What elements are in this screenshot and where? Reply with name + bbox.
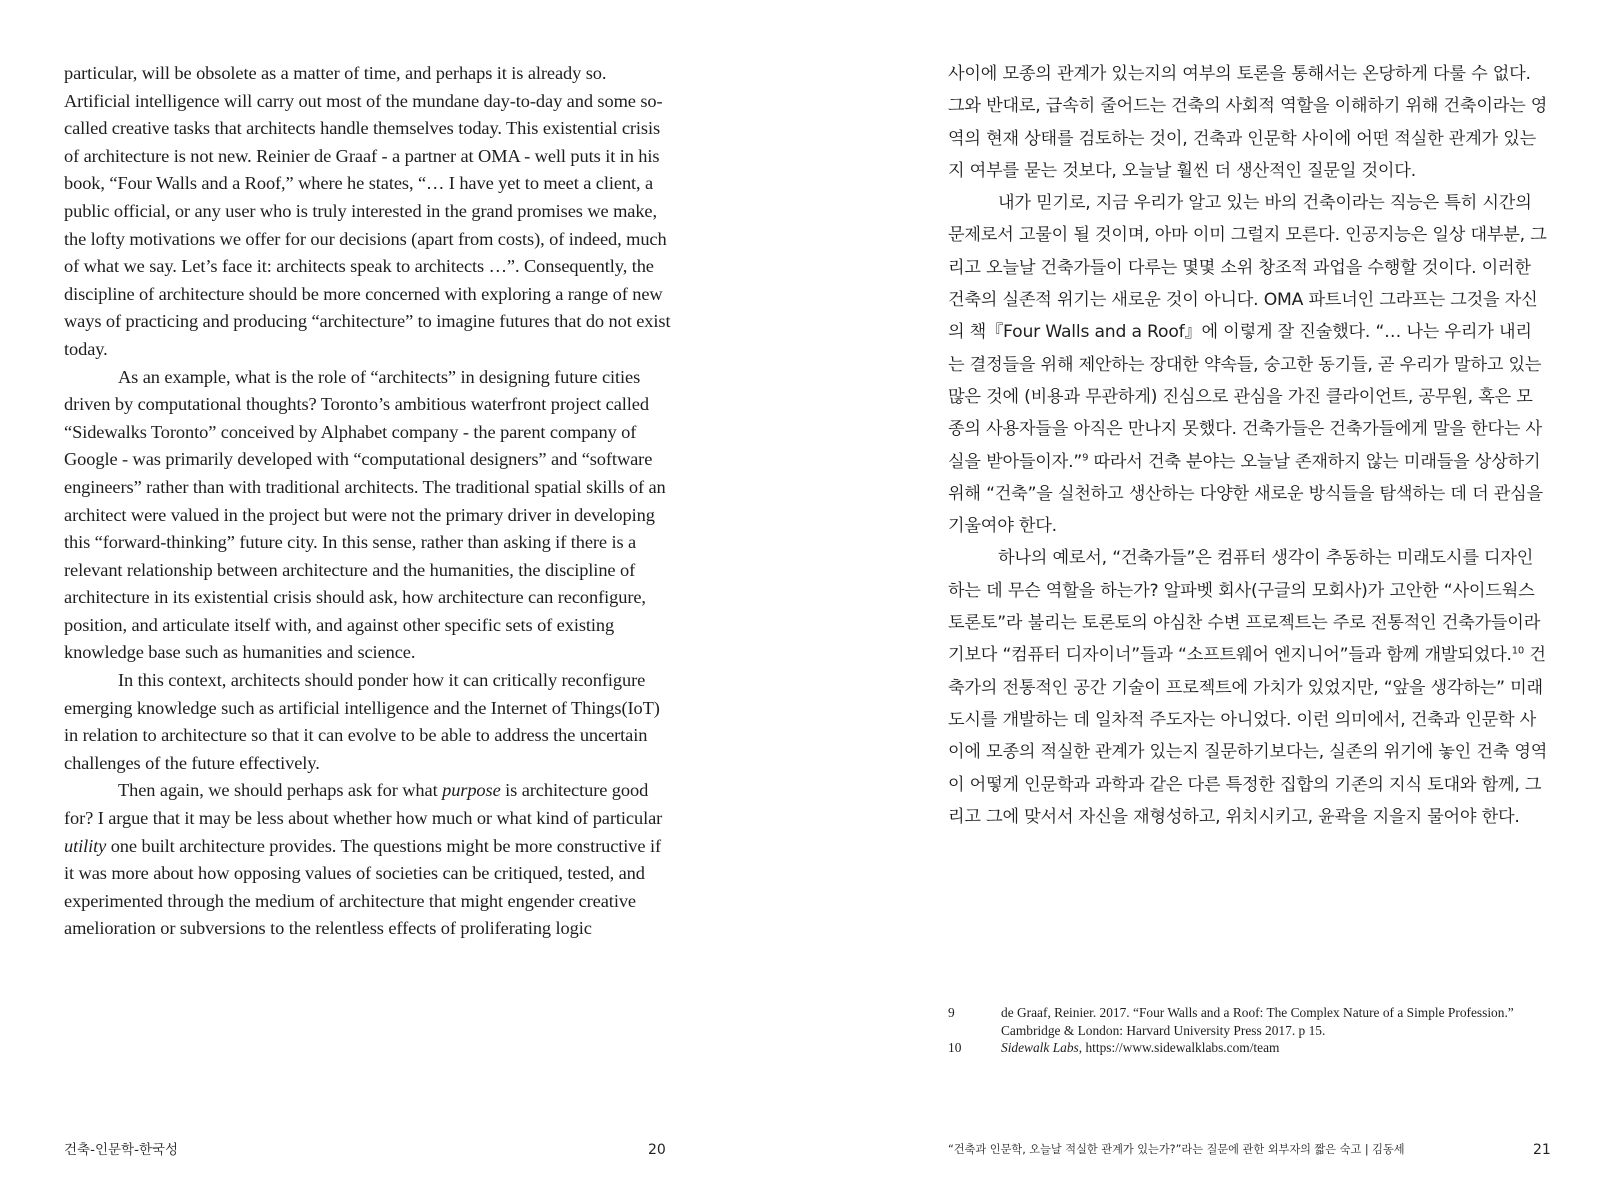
text-run: is architecture good for? I argue that it may be less about whether how much or what kind of particular: [64, 780, 663, 829]
text-run: , https://www.sidewalklabs.com/team: [1078, 1040, 1280, 1055]
italic-text: Sidewalk Labs: [1001, 1040, 1079, 1055]
text-run: As an example, what is the role of “architects” in designing future cities driven by computational thoughts? Toronto’s ambitious waterfront project called “Sidewalks Toronto” conceived by Alphabet company - the parent company of Google - was primarily developed with “computational designers” and “software engineers” rather than with traditional architects. The traditional spatial skills of an architect were valued in the project but were not the primary driver in developing this “forward-thinking” future city. In this sense, rather than asking if there is a relevant relationship between architecture and the humanities, the discipline of architecture in its existential crisis should ask, how architecture can reconfigure, position, and articulate itself with, and against other specific sets of existing knowledge base such as humanities and science.: [64, 366, 666, 663]
paragraph: [948, 187, 1548, 542]
paragraph: [948, 542, 1548, 833]
text-run: 사이에 모종의 관계가 있는지의 여부의 토론을 통해서는 온당하게 다룰 수 없다. 그와 반대로, 급속히 줄어드는 건축의 사회적 역할을 이해하기 위해 건축이라는 영역의 현재 상태를 검토하는 것이, 건축과 인문학 사이에 어떤 적실한 관계가 있는지 여부를 묻는 것보다, 오늘날 훨씬 더 생산적인 질문일 것이다.: [948, 64, 1548, 181]
footnote-marker: 9: [1082, 451, 1089, 463]
paragraph: [948, 58, 1548, 187]
text-run: 건축가의 전통적인 공간 기술이 프로젝트에 가치가 있었지만, “앞을 생각하는” 미래도시를 개발하는 데 일차적 주도자는 아니었다. 이런 의미에서, 건축과 인문학 사이에 모종의 적실한 관계가 있는지 질문하기보다는, 실존의 위기에 놓인 건축 영역이 어떻게 인문학과 과학과 같은 다른 특정한 집합의 기존의 지식 토대와 함께, 그리고 그에 맞서서 자신을 재형성하고, 위치시키고, 윤곽을 지을지 물어야 한다.: [948, 645, 1548, 827]
page-number-left: 20: [648, 1142, 666, 1158]
footnotes: [948, 1004, 1548, 1057]
footnote-text: [1001, 1039, 1548, 1057]
footnote-number: 9: [948, 1005, 955, 1020]
footnote: [948, 1039, 1548, 1057]
italic-text: utility: [64, 835, 107, 856]
paragraph: [64, 364, 674, 668]
text-run: 하나의 예로서, “건축가들”은 컴퓨터 생각이 추동하는 미래도시를 디자인하는 데 무슨 역할을 하는가? 알파벳 회사(구글의 모회사)가 고안한 “사이드웍스 토론토”라 불리는 토론토의 야심찬 수변 프로젝트는 주로 전통적인 건축가들이라기보다 “컴퓨터 디자이너”들과 “소프트웨어 엔지니어”들과 함께 개발되었다.: [948, 548, 1541, 666]
left-body-text: [64, 60, 674, 943]
text-run: de Graaf, Reinier. 2017. “Four Walls and a Roof: The Complex Nature of a Simple Profession.” Cambridge & London: Harvard University Press 2017. p 15.: [1001, 1005, 1514, 1038]
italic-text: purpose: [442, 780, 501, 801]
footnote: [948, 1004, 1548, 1039]
text-run: Then again, we should perhaps ask for what: [118, 780, 443, 801]
footnote-marker: 10: [1511, 645, 1525, 657]
right-body-text: [948, 58, 1548, 833]
text-run: 내가 믿기로, 지금 우리가 알고 있는 바의 건축이라는 직능은 특히 시간의 문제로서 고물이 될 것이며, 아마 이미 그럴지 모른다. 인공지능은 일상 대부분, 그리고 오늘날 건축가들이 다루는 몇몇 소위 창조적 과업을 수행할 것이다. 이러한 건축의 실존적 위기는 새로운 것이 아니다. OMA 파트너인 그라프는 그것을 자신의 책『Four Walls and a Roof』에 이렇게 잘 진술했다. “… 나는 우리가 내리는 결정들을 위해 제안하는 장대한 약속들, 숭고한 동기들, 곧 우리가 말하고 있는 많은 것에 (비용과 무관하게) 진심으로 관심을 가진 클라이언트, 공무원, 혹은 모종의 사용자들을 아직은 만나지 못했다. 건축가들은 건축가들에게 말을 한다는 사실을 받아들이자.”: [948, 193, 1547, 472]
text-run: 따라서 건축 분야는 오늘날 존재하지 않는 미래들을 상상하기 위해 “건축”을 실천하고 생산하는 다양한 새로운 방식들을 탐색하는 데 더 관심을 기울여야 한다.: [948, 451, 1543, 537]
running-title-left: 건축-인문학-한국성: [64, 1142, 179, 1158]
paragraph: [64, 777, 674, 943]
text-run: particular, will be obsolete as a matter of time, and perhaps it is already so. Artificial intelligence will carry out most of the mundane day-to-day and some so-called creative tasks that architects handle themselves today. This existential crisis of architecture is not new. Reinier de Graaf - a partner at OMA - well puts it in his book, “Four Walls and a Roof,” where he states, “… I have yet to meet a client, a public official, or any user who is truly interested in the grand promises we make, the lofty motivations we offer for our decisions (apart from costs), of indeed, much of what we say. Let’s face it: architects speak to architects …”. Consequently, the discipline of architecture should be more concerned with exploring a range of new ways of practicing and producing “architecture” to imagine futures that do not exist today.: [64, 63, 671, 359]
footnote-number: 10: [948, 1040, 962, 1055]
paragraph: [64, 667, 674, 777]
text-run: one built architecture provides. The questions might be more constructive if it was more about how opposing values of societies can be critiqued, tested, and experimented through the medium of architecture that might engender creative amelioration or subversions to the relentless effects of proliferating logic: [64, 835, 661, 939]
page-number-right: 21: [1533, 1142, 1551, 1158]
paragraph: [64, 60, 674, 364]
right-page: [803, 0, 1606, 1199]
footnote-text: [1001, 1004, 1548, 1039]
text-run: In this context, architects should ponder how it can critically reconfigure emerging knowledge such as artificial intelligence and the Internet of Things(IoT) in relation to architecture so that it can evolve to be able to address the uncertain challenges of the future effectively.: [64, 670, 660, 773]
running-title-right: “건축과 인문학, 오늘날 적실한 관계가 있는가?”라는 질문에 관한 외부자의 짧은 숙고 | 김동세: [948, 1143, 1405, 1156]
